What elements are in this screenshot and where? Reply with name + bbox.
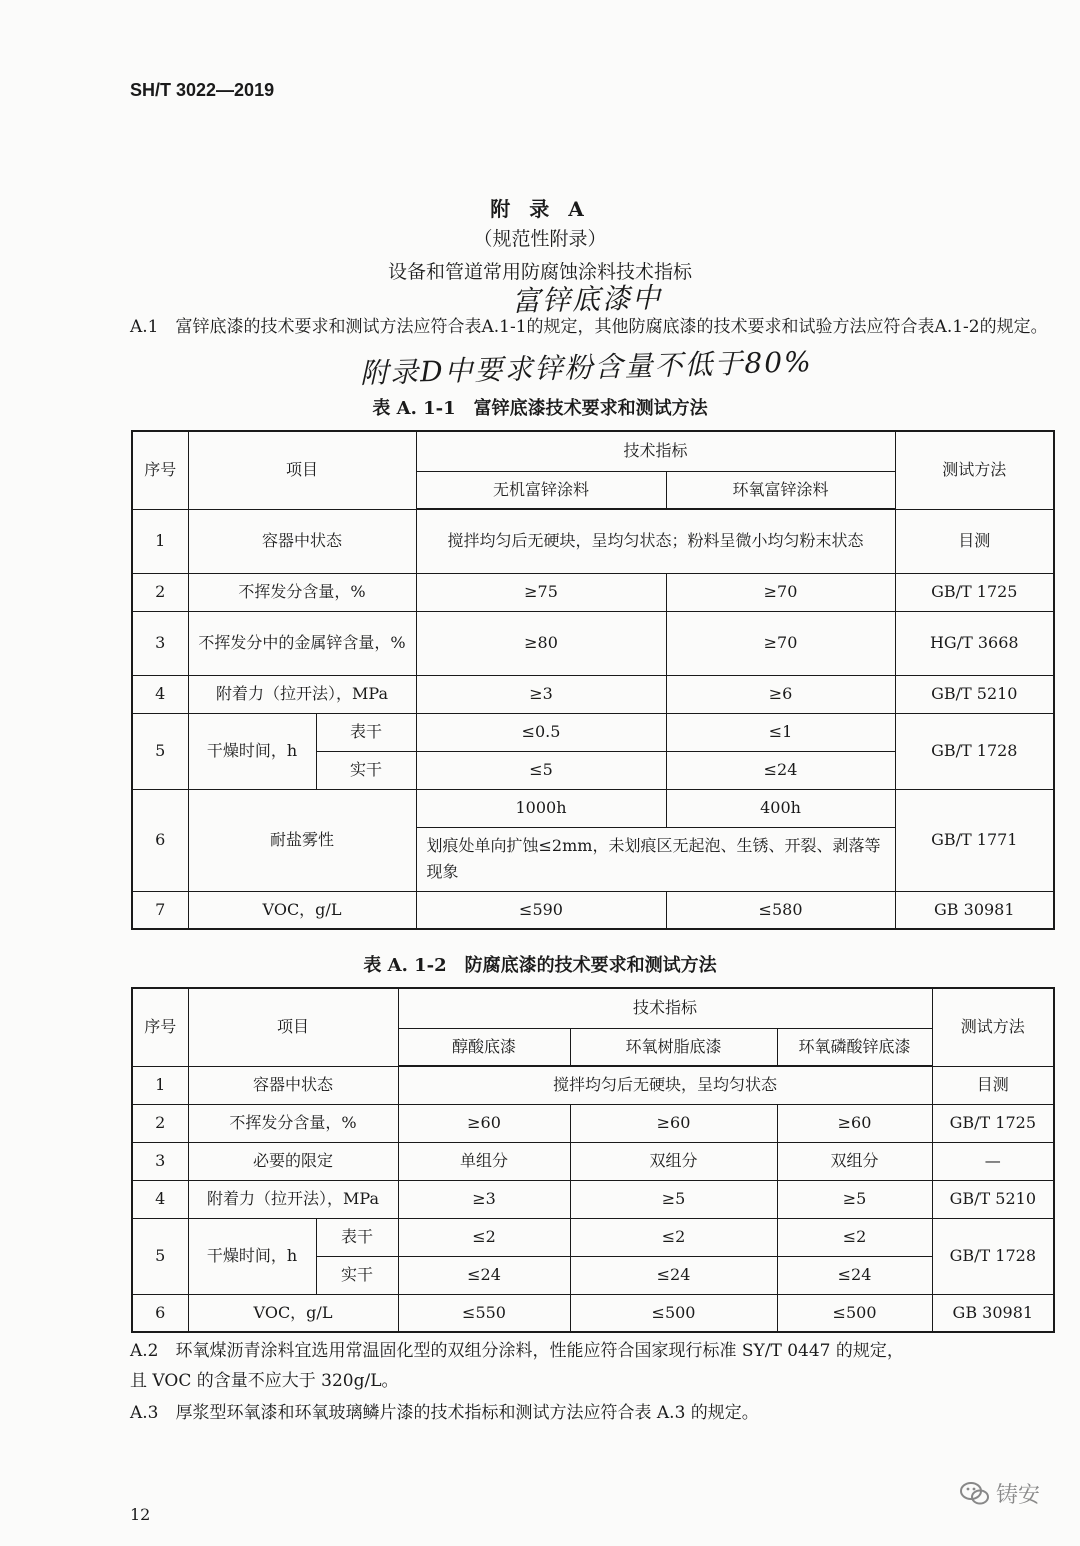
cell-value: ≤2 [777,1218,932,1256]
header-epoxy-resin: 环氧树脂底漆 [570,1028,777,1066]
cell-method: — [932,1142,1054,1180]
watermark-text: 铸安 [996,1483,1041,1508]
cell-value: ≤1 [666,713,895,751]
cell-no: 1 [132,1066,188,1104]
cell-value: ≥3 [398,1180,570,1218]
cell-value: ≤580 [666,891,895,929]
appendix-title: 附 录 A [490,197,590,221]
cell-value: ≤24 [777,1256,932,1294]
cell-merged: 搅拌均匀后无硬块，呈均匀状态 [398,1066,932,1104]
header-item: 项目 [188,988,398,1066]
cell-method: GB/T 1725 [932,1104,1054,1142]
cell-value: ≥6 [666,675,895,713]
cell-item: 附着力（拉开法），MPa [188,1180,398,1218]
table-row [132,713,1054,751]
wechat-icon [960,1481,990,1507]
cell-no: 1 [132,509,188,573]
cell-no: 3 [132,611,188,675]
cell-value: 双组分 [570,1142,777,1180]
cell-subitem: 实干 [316,751,416,789]
cell-value: 400h [666,789,895,827]
cell-method: GB/T 5210 [895,675,1054,713]
cell-no: 3 [132,1142,188,1180]
header-item: 项目 [188,431,416,509]
cell-item: 干燥时间，h [188,1218,316,1294]
header-method: 测试方法 [932,988,1054,1066]
cell-value: ≥75 [416,573,666,611]
cell-item: 容器中状态 [188,509,416,573]
cell-method: GB/T 1725 [895,573,1054,611]
header-epoxy-zinc: 环氧富锌涂料 [666,471,895,509]
appendix-subtitle: （规范性附录） [473,228,607,250]
cell-no: 6 [132,789,188,891]
handwritten-note-1: 富锌底漆中 [511,281,663,318]
cell-item: 容器中状态 [188,1066,398,1104]
table1-caption: 表 A. 1-1 富锌底漆技术要求和测试方法 [372,398,708,419]
cell-value: ≥5 [570,1180,777,1218]
cell-value: ≤24 [666,751,895,789]
table-row [132,891,1054,929]
table-row [132,1142,1054,1180]
table-a1-2 [131,987,1055,1333]
cell-value: ≤550 [398,1294,570,1332]
cell-value: ≥5 [777,1180,932,1218]
standard-number: SH/T 3022—2019 [130,80,275,100]
cell-no: 5 [132,1218,188,1294]
table-row [132,1294,1054,1332]
table-row [132,675,1054,713]
cell-method: GB/T 1728 [932,1218,1054,1294]
cell-method: GB/T 1728 [895,713,1054,789]
cell-subitem: 表干 [316,713,416,751]
header-no: 序号 [132,431,188,509]
cell-item: 不挥发分含量，% [188,573,416,611]
table-row [132,573,1054,611]
cell-no: 4 [132,675,188,713]
cell-no: 6 [132,1294,188,1332]
appendix-heading: 设备和管道常用防腐蚀涂料技术指标 [387,261,692,283]
cell-merged: 搅拌均匀后无硬块，呈均匀状态；粉料呈微小均匀粉末状态 [416,509,895,573]
cell-method: HG/T 3668 [895,611,1054,675]
cell-value: ≥70 [666,611,895,675]
paragraph-a2-line1: A.2 环氧煤沥青涂料宜选用常温固化型的双组分涂料，性能应符合国家现行标准 SY/T 0447 的规定， [130,1341,904,1361]
header-no: 序号 [132,988,188,1066]
cell-value: ≤0.5 [416,713,666,751]
cell-value: ≤2 [398,1218,570,1256]
cell-item: VOC，g/L [188,1294,398,1332]
cell-method: 目测 [895,509,1054,573]
cell-method: GB/T 1771 [895,789,1054,891]
table-row [132,1104,1054,1142]
cell-item: VOC，g/L [188,891,416,929]
page-number: 12 [130,1505,151,1524]
handwritten-note-2: 附录D中要求锌粉含量不低于80% [359,345,814,390]
header-inorganic-zinc: 无机富锌涂料 [416,471,666,509]
watermark [960,1478,1040,1509]
header-alkyd: 醇酸底漆 [398,1028,570,1066]
cell-subitem: 实干 [316,1256,398,1294]
cell-value: ≤2 [570,1218,777,1256]
header-spec: 技术指标 [416,431,895,471]
paragraph-a3: A.3 厚浆型环氧漆和环氧玻璃鳞片漆的技术指标和测试方法应符合表 A.3 的规定。 [130,1403,759,1423]
header-method: 测试方法 [895,431,1054,509]
cell-no: 2 [132,1104,188,1142]
paragraph-a1: A.1 富锌底漆的技术要求和测试方法应符合表A.1-1的规定，其他防腐底漆的技术要求和试验方法应符合表A.1-2的规定。 [130,317,1048,337]
header-spec: 技术指标 [398,988,932,1028]
paragraph-a2-line2: 且 VOC 的含量不应大于 320g/L。 [130,1371,399,1391]
table2-caption: 表 A. 1-2 防腐底漆的技术要求和测试方法 [363,955,717,976]
cell-value: ≤24 [398,1256,570,1294]
cell-value: ≥60 [398,1104,570,1142]
table-row [132,509,1054,573]
cell-item: 耐盐雾性 [188,789,416,891]
cell-subitem: 表干 [316,1218,398,1256]
cell-method: GB 30981 [932,1294,1054,1332]
cell-item: 必要的限定 [188,1142,398,1180]
table-row [132,611,1054,675]
cell-value: ≤500 [777,1294,932,1332]
cell-value: ≥60 [777,1104,932,1142]
cell-no: 5 [132,713,188,789]
cell-value: 单组分 [398,1142,570,1180]
cell-no: 2 [132,573,188,611]
cell-value: ≥3 [416,675,666,713]
table-row [132,1180,1054,1218]
cell-value: ≤5 [416,751,666,789]
cell-merged: 划痕处单向扩蚀≤2mm，未划痕区无起泡、生锈、开裂、剥落等现象 [416,827,895,891]
cell-no: 7 [132,891,188,929]
cell-method: 目测 [932,1066,1054,1104]
cell-value: 双组分 [777,1142,932,1180]
cell-method: GB 30981 [895,891,1054,929]
cell-item: 干燥时间，h [188,713,316,789]
cell-value: ≥70 [666,573,895,611]
cell-item: 不挥发分含量，% [188,1104,398,1142]
table-row [132,1218,1054,1256]
table-row [132,1066,1054,1104]
table-a1-1 [131,430,1055,930]
cell-value: ≥60 [570,1104,777,1142]
cell-method: GB/T 5210 [932,1180,1054,1218]
cell-value: ≥80 [416,611,666,675]
cell-value: ≤590 [416,891,666,929]
cell-item: 不挥发分中的金属锌含量，% [188,611,416,675]
cell-no: 4 [132,1180,188,1218]
cell-value: 1000h [416,789,666,827]
cell-item: 附着力（拉开法），MPa [188,675,416,713]
cell-value: ≤500 [570,1294,777,1332]
header-epoxy-zinc-phosphate: 环氧磷酸锌底漆 [777,1028,932,1066]
cell-value: ≤24 [570,1256,777,1294]
table-row [132,789,1054,827]
